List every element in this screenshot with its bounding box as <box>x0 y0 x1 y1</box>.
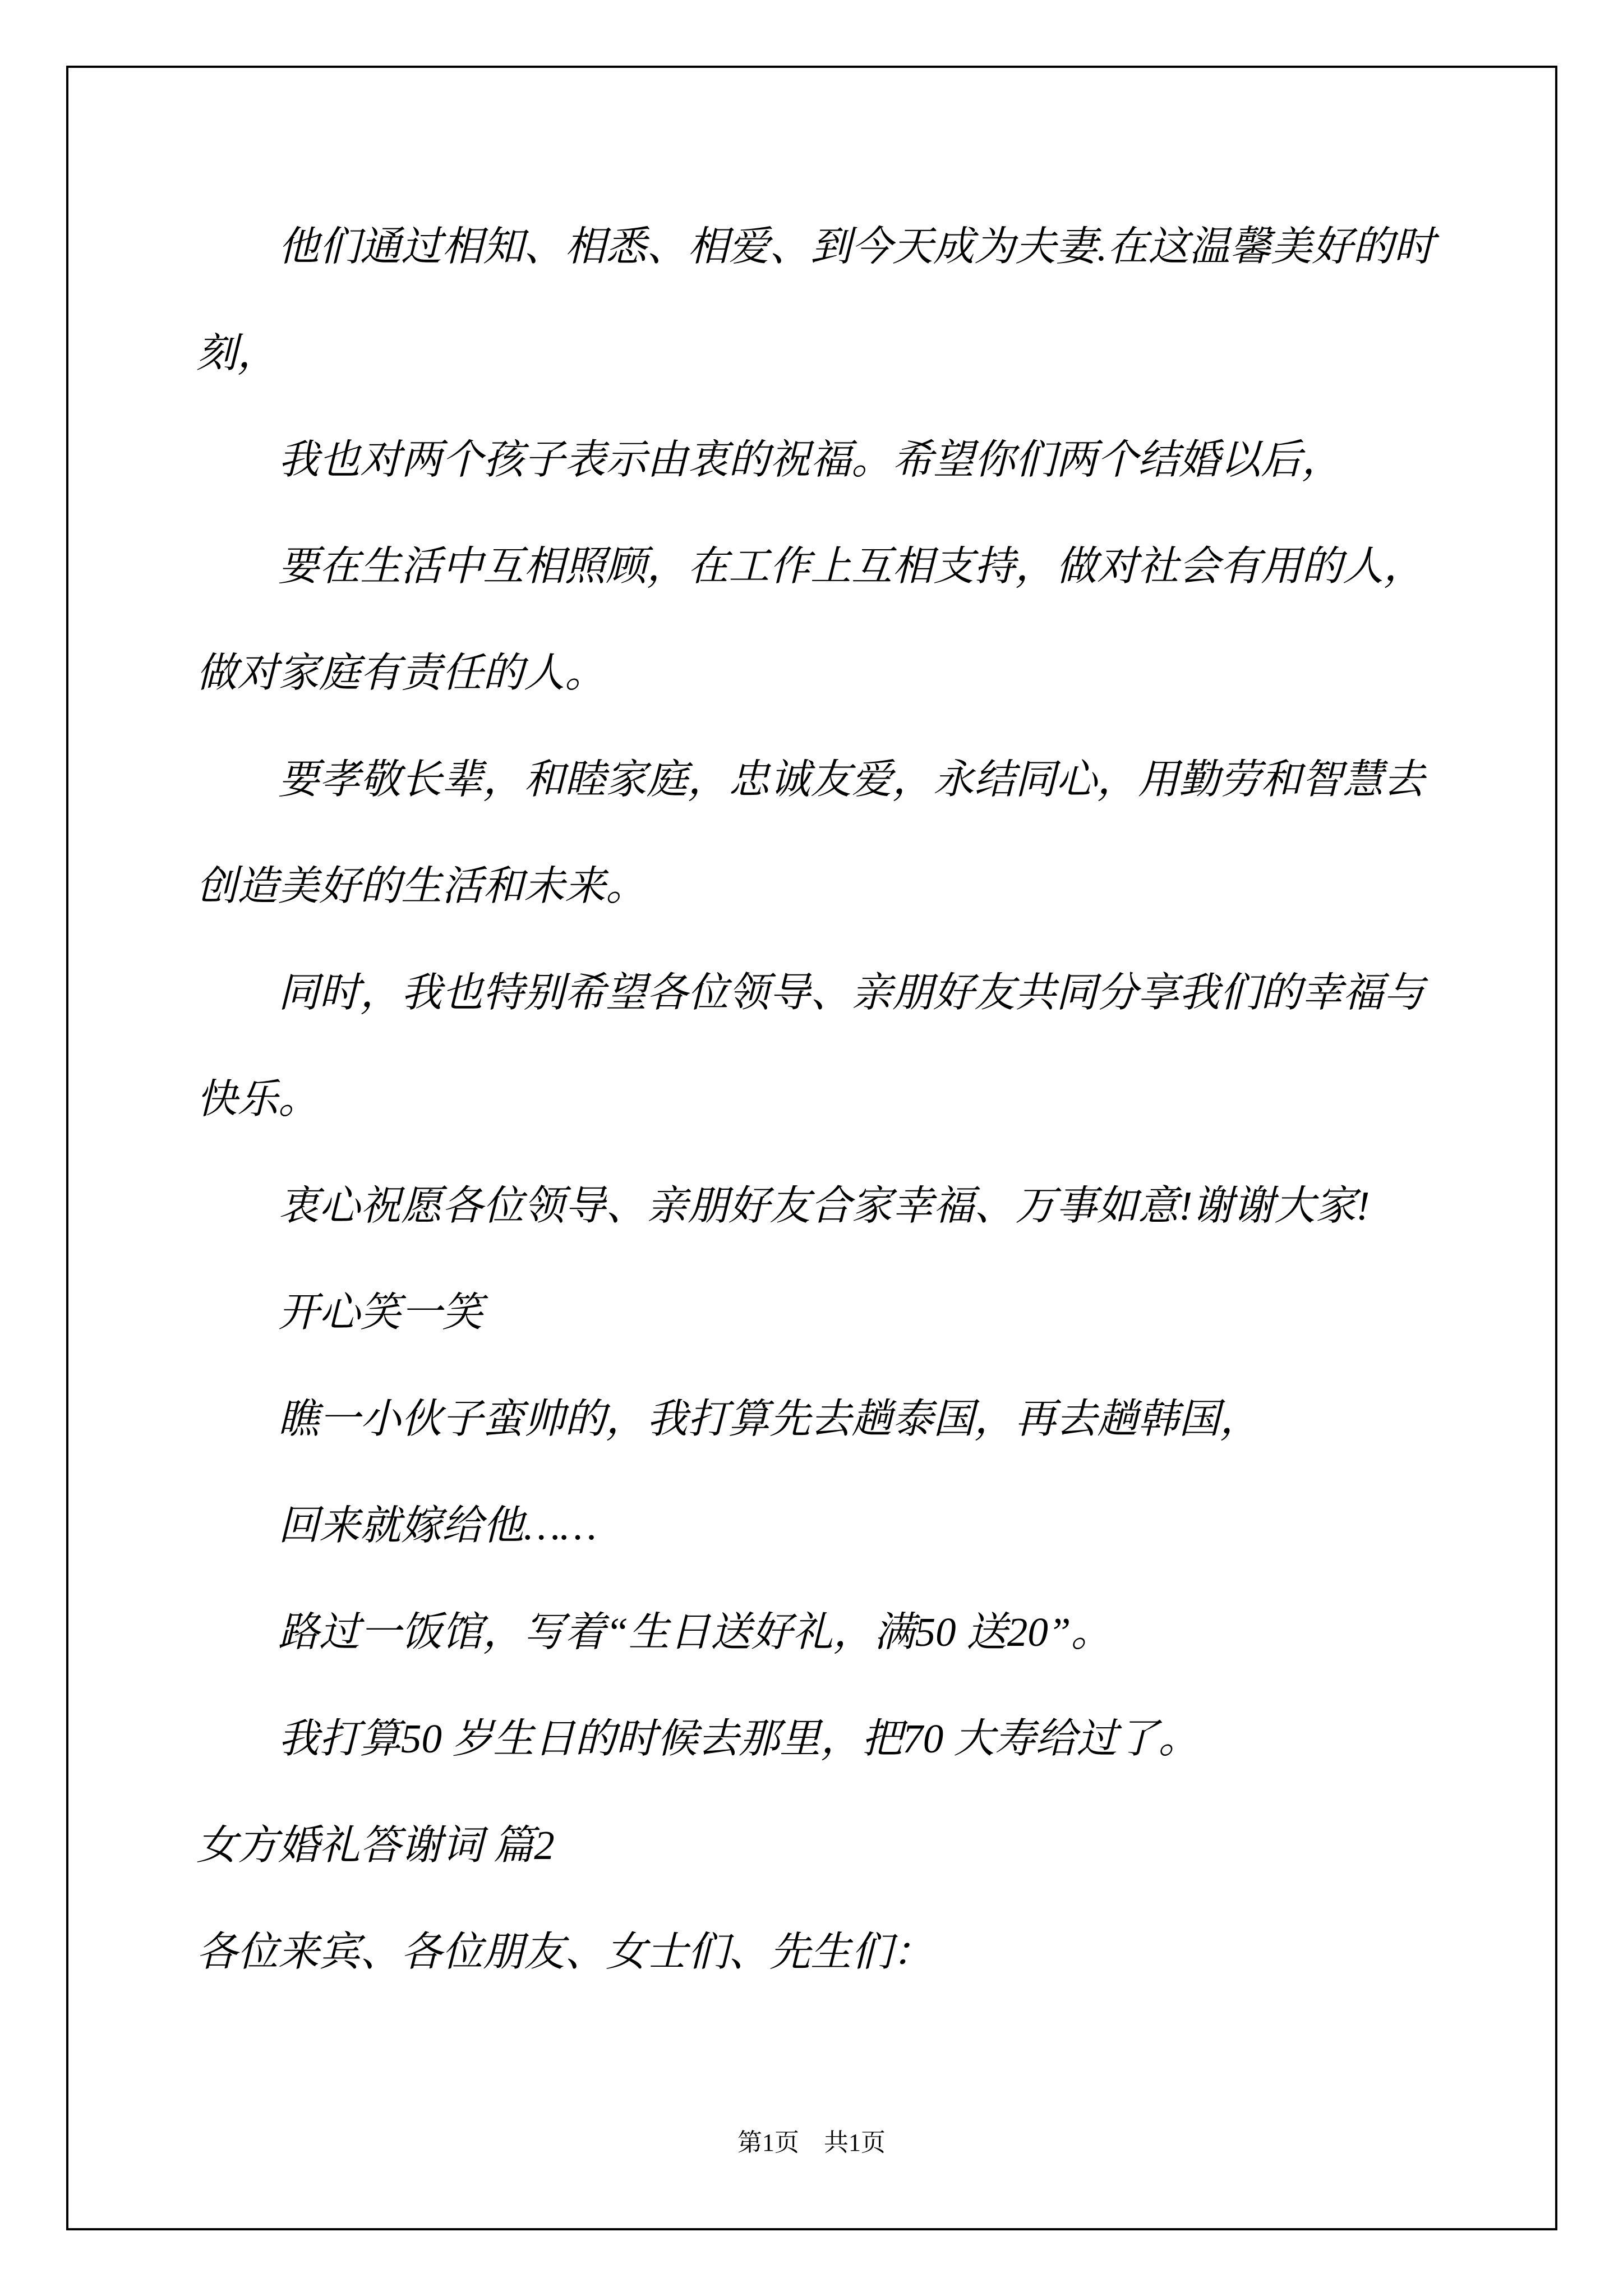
text-line: 衷心祝愿各位领导、亲朋好友合家幸福、万事如意!谢谢大家! <box>278 1183 1370 1228</box>
page-footer: 第1页 共1页 <box>737 2129 886 2156</box>
text-line: 回来就嫁给他…… <box>278 1503 597 1548</box>
text-line: 瞧一小伙子蛮帅的，我打算先去趟泰国，再去趟韩国， <box>278 1396 1261 1442</box>
text-line: 要在生活中互相照顾，在工作上互相支持，做对社会有用的人， <box>278 544 1424 589</box>
text-line: 女方婚礼答谢词 篇2 <box>196 1823 555 1868</box>
text-line: 开心笑一笑 <box>278 1290 483 1335</box>
text-line: 刻， <box>196 330 278 376</box>
text-line: 同时，我也特别希望各位领导、亲朋好友共同分享我们的幸福与 <box>278 970 1424 1015</box>
document-body <box>196 194 1453 2005</box>
text-line: 快乐。 <box>196 1076 319 1122</box>
text-line: 我打算50 岁生日的时候去那里，把70 大寿给过了。 <box>278 1716 1200 1761</box>
text-line: 各位来宾、各位朋友、女士们、先生们： <box>196 1929 933 1975</box>
text-line: 创造美好的生活和未来。 <box>196 863 647 909</box>
text-line: 要孝敬长辈，和睦家庭，忠诚友爱，永结同心，用勤劳和智慧去 <box>278 757 1424 802</box>
text-line: 他们通过相知、相悉、相爱、到今天成为夫妻.在这温馨美好的时 <box>278 224 1435 269</box>
text-line: 路过一饭馆，写着“生日送好礼，满50 送20”。 <box>278 1609 1112 1655</box>
text-line: 做对家庭有责任的人。 <box>196 650 606 696</box>
text-line: 我也对两个孩子表示由衷的祝福。希望你们两个结婚以后， <box>278 437 1343 482</box>
